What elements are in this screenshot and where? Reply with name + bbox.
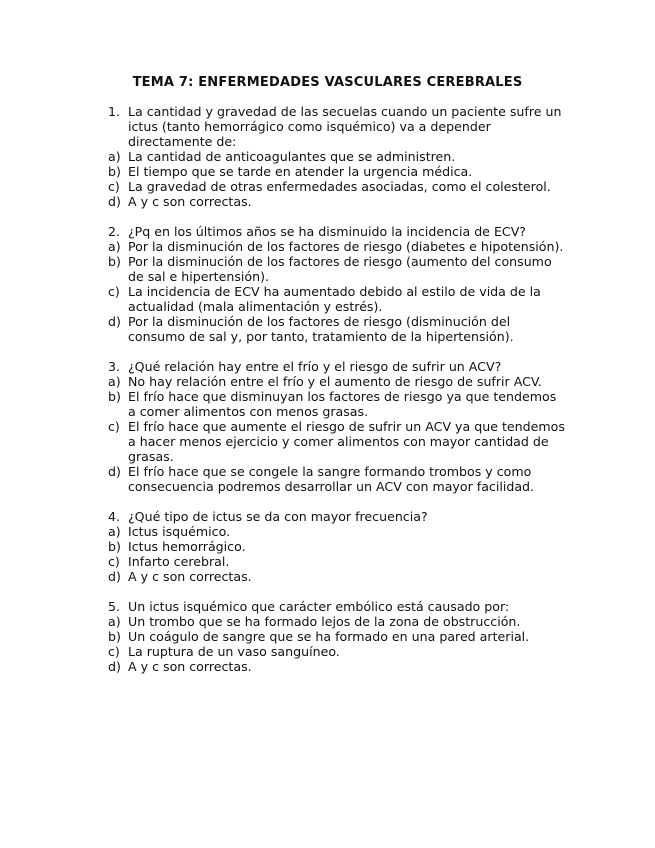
option-marker: b) [108, 389, 121, 404]
option-text: La incidencia de ECV ha aumentado debido al estilo de vida de la actualidad (mala alimentación y estrés). [128, 284, 541, 314]
option-c [108, 419, 568, 464]
option-text: A y c son correctas. [128, 194, 252, 209]
question-5 [108, 599, 568, 674]
question-number: 5. [108, 599, 121, 614]
option-marker: d) [108, 314, 121, 329]
option-b [108, 629, 568, 644]
option-b [108, 539, 568, 554]
question-stem [108, 509, 568, 524]
option-b [108, 254, 568, 284]
option-marker: b) [108, 254, 121, 269]
question-text: Un ictus isquémico que carácter embólico está causado por: [128, 599, 510, 614]
option-c [108, 284, 568, 314]
option-marker: b) [108, 539, 121, 554]
option-d [108, 314, 568, 344]
question-text: ¿Qué tipo de ictus se da con mayor frecuencia? [128, 509, 428, 524]
option-marker: d) [108, 659, 121, 674]
option-a [108, 524, 568, 539]
option-c [108, 179, 568, 194]
option-marker: d) [108, 569, 121, 584]
option-marker: d) [108, 194, 121, 209]
question-number: 3. [108, 359, 121, 374]
option-text: A y c son correctas. [128, 659, 252, 674]
option-marker: b) [108, 629, 121, 644]
option-text: Infarto cerebral. [128, 554, 230, 569]
option-marker: c) [108, 179, 120, 194]
option-text: Un coágulo de sangre que se ha formado en una pared arterial. [128, 629, 530, 644]
question-number: 2. [108, 224, 121, 239]
option-text: A y c son correctas. [128, 569, 252, 584]
document-title: TEMA 7: ENFERMEDADES VASCULARES CEREBRALES [132, 75, 523, 90]
question-stem [108, 104, 568, 149]
option-d [108, 659, 568, 674]
option-a [108, 149, 568, 164]
question-list [108, 104, 568, 689]
option-a [108, 374, 568, 389]
option-b [108, 164, 568, 179]
question-stem [108, 224, 568, 239]
option-marker: a) [108, 374, 121, 389]
question-text: ¿Qué relación hay entre el frío y el riesgo de sufrir un ACV? [128, 359, 502, 374]
option-marker: c) [108, 419, 120, 434]
option-c [108, 554, 568, 569]
option-a [108, 614, 568, 629]
option-text: Un trombo que se ha formado lejos de la zona de obstrucción. [128, 614, 521, 629]
question-number: 1. [108, 104, 121, 119]
option-text: El frío hace que aumente el riesgo de sufrir un ACV ya que tendemos a hacer menos ejercicio y comer alimentos con mayor cantidad de grasas. [128, 419, 565, 464]
option-marker: c) [108, 284, 120, 299]
option-text: La gravedad de otras enfermedades asociadas, como el colesterol. [128, 179, 551, 194]
question-2 [108, 224, 568, 344]
option-marker: a) [108, 239, 121, 254]
option-marker: c) [108, 554, 120, 569]
question-3 [108, 359, 568, 494]
option-text: Ictus isquémico. [128, 524, 231, 539]
option-text: La cantidad de anticoagulantes que se administren. [128, 149, 456, 164]
option-marker: c) [108, 644, 120, 659]
option-text: Por la disminución de los factores de riesgo (disminución del consumo de sal y, por tanto, tratamiento de la hipertensión). [128, 314, 514, 344]
option-b [108, 389, 568, 419]
option-marker: a) [108, 614, 121, 629]
question-4 [108, 509, 568, 584]
option-text: La ruptura de un vaso sanguíneo. [128, 644, 340, 659]
question-1 [108, 104, 568, 209]
option-text: Por la disminución de los factores de riesgo (diabetes e hipotensión). [128, 239, 564, 254]
option-text: El frío hace que disminuyan los factores de riesgo ya que tendemos a comer alimentos con menos grasas. [128, 389, 557, 419]
question-text: ¿Pq en los últimos años se ha disminuido la incidencia de ECV? [128, 224, 526, 239]
question-text: La cantidad y gravedad de las secuelas cuando un paciente sufre un ictus (tanto hemorrágico como isquémico) va a depender directamente de: [128, 104, 562, 149]
option-marker: d) [108, 464, 121, 479]
option-text: El tiempo que se tarde en atender la urgencia médica. [128, 164, 473, 179]
question-stem [108, 599, 568, 614]
option-marker: b) [108, 164, 121, 179]
option-a [108, 239, 568, 254]
option-text: El frío hace que se congele la sangre formando trombos y como consecuencia podremos desarrollar un ACV con mayor facilidad. [128, 464, 535, 494]
option-marker: a) [108, 149, 121, 164]
question-number: 4. [108, 509, 121, 524]
option-text: No hay relación entre el frío y el aumento de riesgo de sufrir ACV. [128, 374, 542, 389]
option-c [108, 644, 568, 659]
option-text: Ictus hemorrágico. [128, 539, 246, 554]
option-d [108, 569, 568, 584]
option-marker: a) [108, 524, 121, 539]
option-d [108, 194, 568, 209]
option-text: Por la disminución de los factores de riesgo (aumento del consumo de sal e hipertensión). [128, 254, 552, 284]
question-stem [108, 359, 568, 374]
option-d [108, 464, 568, 494]
